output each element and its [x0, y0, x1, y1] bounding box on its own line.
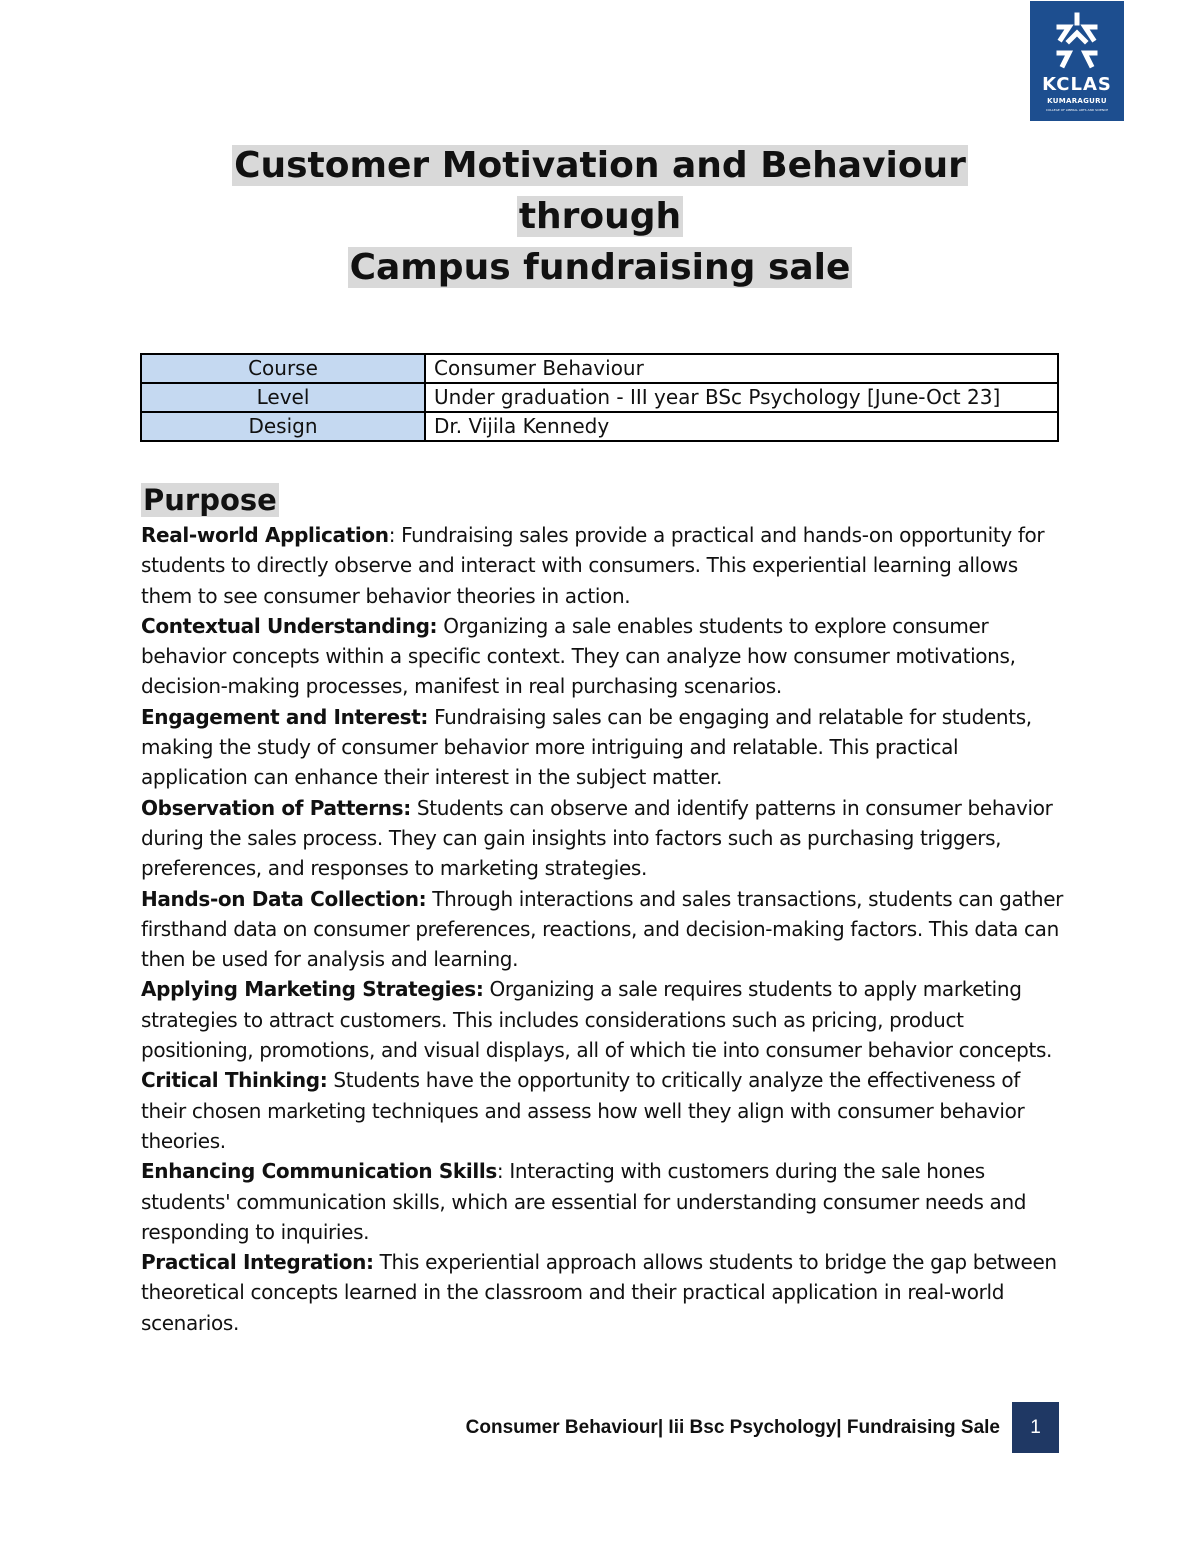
- purpose-item: [141, 1247, 1066, 1338]
- purpose-item: [141, 611, 1066, 702]
- purpose-item-term: Enhancing Communication Skills: [141, 1159, 497, 1184]
- course-info-table: [140, 353, 1059, 442]
- purpose-item-text: Organizing a sale enables students to explore consumer behavior concepts within a specific context. They can analyze how consumer motivations, decision-making processes, manifest in real purchasing scenarios.: [141, 613, 1016, 699]
- title-line-1: Customer Motivation and Behaviour: [234, 145, 966, 186]
- purpose-item-text: Interacting with customers during the sale hones students' communication skills, which are essential for understanding consumer needs and responding to inquiries.: [141, 1159, 1027, 1244]
- page-number: 1: [1012, 1402, 1059, 1453]
- purpose-item: [141, 884, 1066, 975]
- document-title: [0, 140, 1200, 293]
- purpose-item-text: Students can observe and identify patterns in consumer behavior during the sales process. They can gain insights into factors such as purchasing triggers, preferences, and responses to marketing strategies.: [141, 795, 1053, 881]
- purpose-item-text: Organizing a sale requires students to apply marketing strategies to attract customers. This includes considerations such as pricing, product positioning, promotions, and visual displays, all of which tie into consumer behavior concepts.: [141, 977, 1053, 1063]
- row-label: Design: [141, 412, 425, 441]
- row-value: Dr. Vijila Kennedy: [425, 412, 1058, 441]
- purpose-item: [141, 793, 1066, 884]
- kclas-logo: [1030, 1, 1124, 121]
- purpose-item-term: Engagement and Interest:: [141, 704, 429, 729]
- table-row: [141, 354, 1058, 383]
- purpose-item-text: Students have the opportunity to critically analyze the effectiveness of their chosen marketing techniques and assess how well they align with consumer behavior theories.: [141, 1068, 1025, 1153]
- row-value: Consumer Behaviour: [425, 354, 1058, 383]
- purpose-item-term: Hands-on Data Collection:: [141, 886, 427, 911]
- purpose-item-separator: :: [496, 1159, 510, 1184]
- purpose-item: [141, 974, 1066, 1065]
- purpose-item: [141, 1065, 1066, 1156]
- row-value: Under graduation - III year BSc Psychology [June-Oct 23]: [425, 383, 1058, 412]
- row-label: Level: [141, 383, 425, 412]
- purpose-item-text: Fundraising sales can be engaging and relatable for students, making the study of consumer behavior more intriguing and relatable. This practical application can enhance their interest in the subject matter.: [141, 704, 1032, 790]
- purpose-item: [141, 1156, 1066, 1247]
- purpose-item-text: Fundraising sales provide a practical and hands-on opportunity for students to directly observe and interact with consumers. This experiential learning allows them to see consumer behavior theories in action.: [141, 523, 1045, 608]
- purpose-item: [141, 520, 1066, 611]
- logo-subtitle: KUMARAGURU: [1047, 97, 1107, 105]
- purpose-item-term: Real-world Application: [141, 523, 389, 547]
- row-label: Course: [141, 354, 425, 383]
- page-footer: Consumer Behaviour| Iii Bsc Psychology| Fundraising Sale: [465, 1417, 1000, 1438]
- title-line-3: Campus fundraising sale: [349, 247, 851, 288]
- purpose-item-term: Observation of Patterns:: [141, 795, 411, 820]
- table-row: [141, 383, 1058, 412]
- title-line-2: through: [518, 196, 682, 237]
- purpose-item-separator: :: [388, 523, 402, 547]
- purpose-heading: [141, 481, 279, 519]
- purpose-item-term: Practical Integration:: [141, 1250, 374, 1275]
- logo-brand: KCLAS: [1042, 74, 1112, 95]
- purpose-item-term: Applying Marketing Strategies:: [141, 977, 484, 1002]
- purpose-item-text: Through interactions and sales transactions, students can gather firsthand data on consumer preferences, reactions, and decision-making factors. This data can then be used for analysis and learning.: [141, 886, 1064, 972]
- purpose-body: [141, 520, 1066, 1338]
- logo-tagline: COLLEGE OF LIBERAL ARTS AND SCIENCE: [1045, 108, 1109, 112]
- table-row: [141, 412, 1058, 441]
- purpose-item-term: Contextual Understanding:: [141, 613, 438, 638]
- purpose-item: [141, 702, 1066, 793]
- kclas-logo-mark-icon: [1047, 9, 1107, 71]
- purpose-heading-text: Purpose: [143, 483, 277, 517]
- purpose-item-term: Critical Thinking:: [141, 1068, 328, 1093]
- purpose-item-text: This experiential approach allows students to bridge the gap between theoretical concepts learned in the classroom and their practical application in real-world scenarios.: [141, 1250, 1057, 1335]
